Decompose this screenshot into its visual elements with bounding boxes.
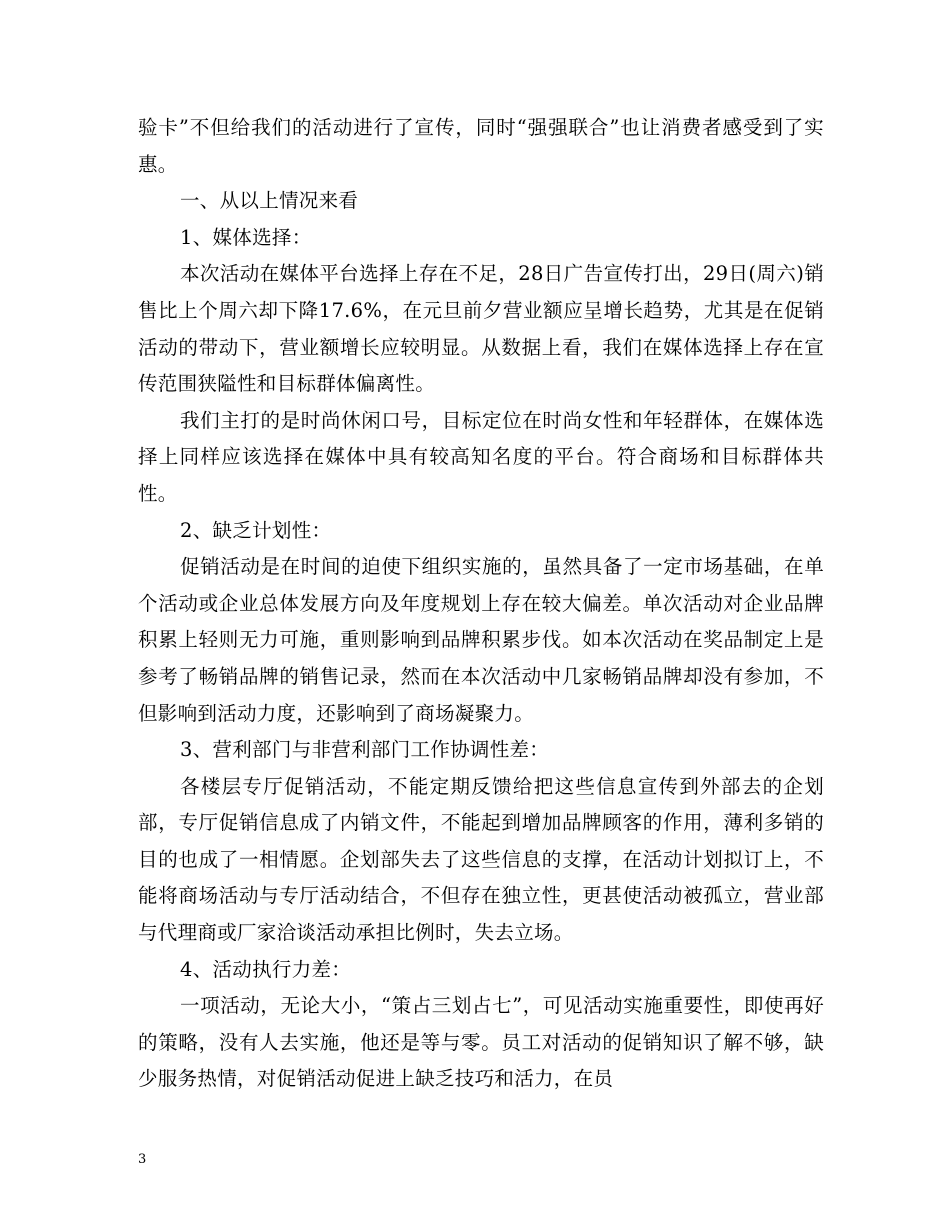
paragraph-target-positioning: 我们主打的是时尚休闲口号，目标定位在时尚女性和年轻群体，在媒体选择上同样应该选择在媒体中具有较高知名度的平台。符合商场和目标群体共性。 [138,408,824,505]
paragraph-continuation: 验卡”不但给我们的活动进行了宣传，同时“强强联合”也让消费者感受到了实惠。 [138,116,824,176]
document-body [138,110,824,1098]
paragraph-media-shortfall: 本次活动在媒体平台选择上存在不足，28日广告宣传打出，29日(周六)销售比上个周六却下降17.6%，在元旦前夕营业额应呈增长趋势，尤其是在促销活动的带动下，营业额增长应较明显。从数据上看，我们在媒体选择上存在宣传范围狭隘性和目标群体偏离性。 [138,262,824,396]
paragraph-planning-deviation: 促销活动是在时间的迫使下组织实施的，虽然具备了一定市场基础，在单个活动或企业总体发展方向及年度规划上存在较大偏差。单次活动对企业品牌积累上轻则无力可施，重则影响到品牌积累步伐。如本次活动在奖品制定上是参考了畅销品牌的销售记录，然而在本次活动中几家畅销品牌却没有参加，不但影响到活动力度，还影响到了商场凝聚力。 [138,555,824,725]
page-number: 3 [138,1152,147,1167]
heading-section-one: 一、从以上情况来看 [180,189,359,213]
heading-lack-of-planning: 2、缺乏计划性： [180,518,332,542]
paragraph-execution-issues: 一项活动，无论大小，“策占三划占七”，可见活动实施重要性，即使再好的策略，没有人去实施，他还是等与零。员工对活动的促销知识了解不够，缺少服务热情，对促销活动促进上缺乏技巧和活力，在员 [138,994,824,1091]
heading-department-coordination: 3、营利部门与非营利部门工作协调性差： [180,738,550,762]
paragraph-coordination-issues: 各楼层专厅促销活动，不能定期反馈给把这些信息宣传到外部去的企划部，专厅促销信息成了内销文件，不能起到增加品牌顾客的作用，薄利多销的目的也成了一相情愿。企划部失去了这些信息的支撑，在活动计划拟订上，不能将商场活动与专厅活动结合，不但存在独立性，更甚使活动被孤立，营业部与代理商或厂家洽谈活动承担比例时，失去立场。 [138,774,824,945]
heading-execution: 4、活动执行力差： [180,957,352,981]
heading-media-selection: 1、媒体选择： [180,225,312,249]
